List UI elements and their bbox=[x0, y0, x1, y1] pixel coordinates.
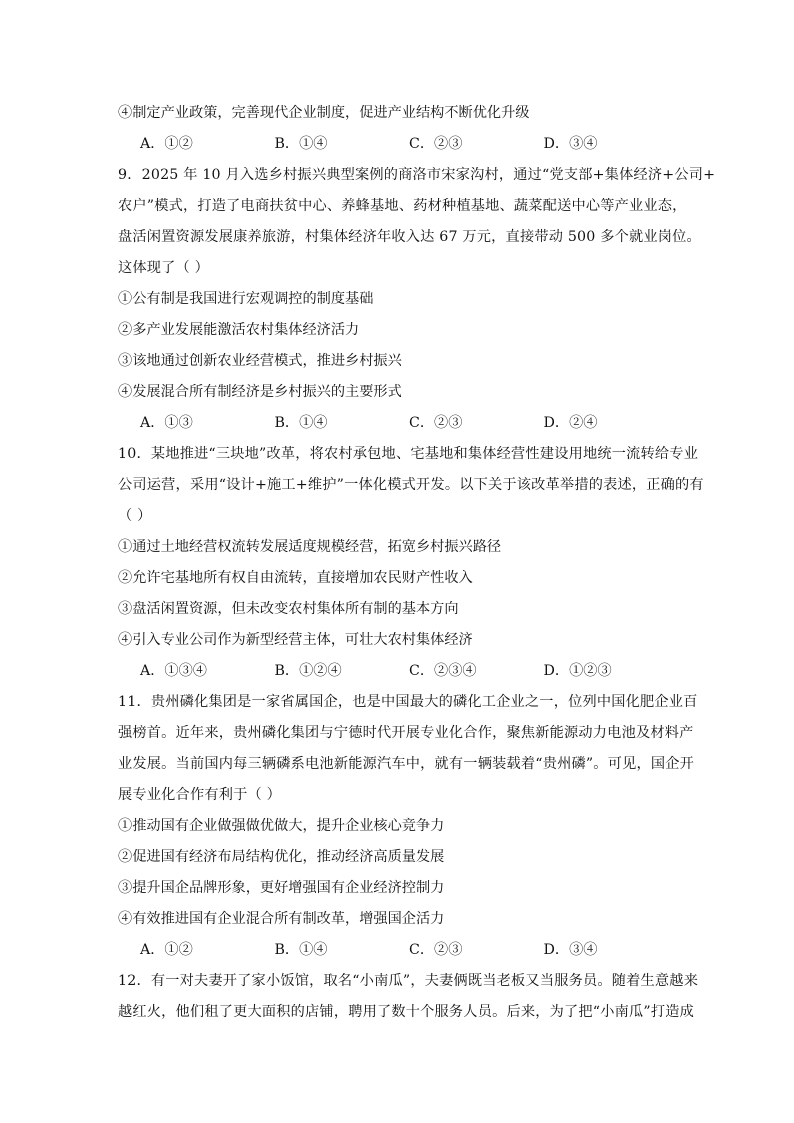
q10-item-3: ③盘活闲置资源，但未改变农村集体所有制的基本方向 bbox=[118, 601, 459, 617]
prev-question-item-4: ④制定产业政策，完善现代企业制度，促进产业结构不断优化升级 bbox=[118, 105, 530, 121]
option-a: A．①③ bbox=[140, 415, 193, 431]
q9-item-3: ③该地通过创新农业经营模式，推进乡村振兴 bbox=[118, 353, 402, 369]
option-d: D．②④ bbox=[543, 415, 598, 431]
option-b: B．①②④ bbox=[274, 663, 342, 679]
q9-stem-line-2: 农户”模式，打造了电商扶贫中心、养蜂基地、药材种植基地、蔬菜配送中心等产业业态， bbox=[118, 198, 687, 214]
option-a: A．①② bbox=[140, 136, 193, 152]
q10-stem-line-1: 10．某地推进“三块地”改革，将农村承包地、宅基地和集体经营性建设用地统一流转给专业 bbox=[118, 446, 699, 462]
q11-item-4: ④有效推进国有企业混合所有制改革，增强国企活力 bbox=[118, 911, 445, 927]
option-c: C．②③ bbox=[409, 942, 463, 958]
option-c: C．②③ bbox=[409, 136, 463, 152]
q11-item-3: ③提升国企品牌形象，更好增强国有企业经济控制力 bbox=[118, 880, 445, 896]
q10-item-1: ①通过土地经营权流转发展适度规模经营，拓宽乡村振兴路径 bbox=[118, 539, 502, 555]
q9-item-1: ①公有制是我国进行宏观调控的制度基础 bbox=[118, 291, 374, 307]
option-c: C．②③④ bbox=[409, 663, 477, 679]
q12-stem-line-2: 越红火，他们租了更大面积的店铺，聘用了数十个服务人员。后来，为了把“小南瓜”打造成 bbox=[118, 1004, 695, 1020]
q10-stem-line-3: （ ） bbox=[118, 508, 152, 524]
option-d: D．①②③ bbox=[543, 663, 612, 679]
q11-stem-line-1: 11．贵州磷化集团是一家省属国企，也是中国最大的磷化工企业之一，位列中国化肥企业百 bbox=[118, 694, 698, 710]
q10-item-2: ②允许宅基地所有权自由流转，直接增加农民财产性收入 bbox=[118, 570, 473, 586]
exam-page bbox=[118, 98, 716, 1028]
q9-stem-line-3: 盘活闲置资源发展康养旅游，村集体经济年收入达 67 万元，直接带动 500 多个就业岗位。 bbox=[118, 229, 701, 245]
option-b: B．①④ bbox=[274, 942, 328, 958]
q11-stem-line-2: 强榜首。近年来，贵州磷化集团与宁德时代开展专业化合作，聚焦新能源动力电池及材料产 bbox=[118, 725, 694, 741]
q11-item-1: ①推动国有企业做强做优做大，提升企业核心竞争力 bbox=[118, 818, 445, 834]
prev-question-options bbox=[118, 129, 678, 160]
q11-stem-line-4: 展专业化合作有利于（ ） bbox=[118, 787, 281, 803]
option-b: B．①④ bbox=[274, 415, 328, 431]
q11-item-2: ②促进国有经济布局结构优化，推动经济高质量发展 bbox=[118, 849, 445, 865]
option-c: C．②③ bbox=[409, 415, 463, 431]
option-d: D．③④ bbox=[543, 136, 598, 152]
q9-item-2: ②多产业发展能激活农村集体经济活力 bbox=[118, 322, 360, 338]
q12-stem-line-1: 12．有一对夫妻开了家小饭馆，取名“小南瓜”，夫妻俩既当老板又当服务员。随着生意越来 bbox=[118, 973, 699, 989]
q9-options bbox=[118, 408, 678, 439]
q11-options bbox=[118, 935, 678, 966]
option-d: D．③④ bbox=[543, 942, 598, 958]
q10-item-4: ④引入专业公司作为新型经营主体，可壮大农村集体经济 bbox=[118, 632, 473, 648]
option-b: B．①④ bbox=[274, 136, 328, 152]
option-a: A．①② bbox=[140, 942, 193, 958]
q11-stem-line-3: 业发展。当前国内每三辆磷系电池新能源汽车中，就有一辆装载着“贵州磷”。可见，国企开 bbox=[118, 756, 695, 772]
q10-stem-line-2: 公司运营，采用“设计+施工+维护”一体化模式开发。以下关于该改革举措的表述，正确的有 bbox=[118, 477, 704, 493]
q9-stem-line-4: 这体现了（ ） bbox=[118, 260, 210, 276]
q9-stem-line-1: 9．2025 年 10 月入选乡村振兴典型案例的商洛市宋家沟村，通过“党支部+集体经济+公司+ bbox=[118, 167, 716, 183]
q9-item-4: ④发展混合所有制经济是乡村振兴的主要形式 bbox=[118, 384, 402, 400]
option-a: A．①③④ bbox=[140, 663, 207, 679]
q10-options bbox=[118, 656, 678, 687]
